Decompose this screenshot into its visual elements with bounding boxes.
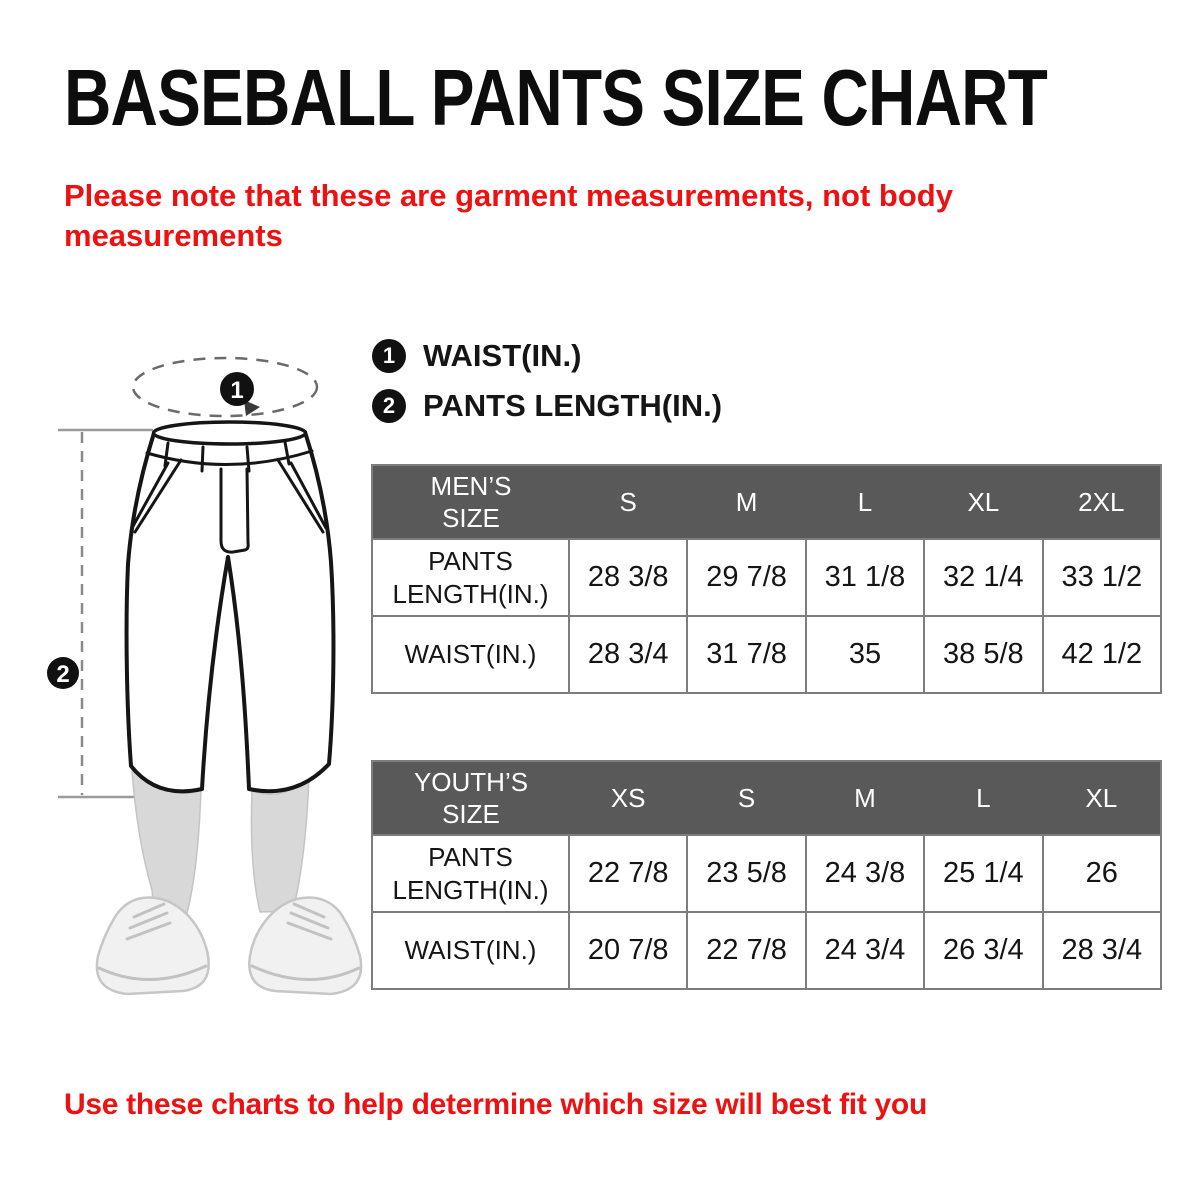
size-col-header: L (924, 761, 1042, 835)
waistband-opening (154, 422, 306, 444)
length-marker-badge: 2 (372, 389, 406, 423)
size-col-header: XL (1043, 761, 1161, 835)
youth-corner-header: YOUTH’S SIZE (372, 761, 569, 835)
waist-marker-badge: 1 (372, 339, 406, 373)
pants-outline (127, 422, 334, 791)
row-label-cell: WAIST(IN.) (372, 616, 569, 693)
size-value-cell: 31 1/8 (806, 539, 924, 616)
garment-measurement-note: Please note that these are garment measurements, not body measurements (64, 178, 953, 253)
size-col-header: S (569, 465, 687, 539)
mens-pants-length-row (372, 539, 1161, 616)
size-value-cell: 28 3/4 (569, 616, 687, 693)
size-col-header: XL (924, 465, 1042, 539)
marker-2-length (47, 657, 79, 689)
size-value-cell: 23 5/8 (687, 835, 805, 912)
size-value-cell: 32 1/4 (924, 539, 1042, 616)
size-value-cell: 28 3/4 (1043, 912, 1161, 989)
mens-corner-header: MEN’S SIZE (372, 465, 569, 539)
size-value-cell: 22 7/8 (687, 912, 805, 989)
size-col-header: L (806, 465, 924, 539)
youth-pants-length-row (372, 835, 1161, 912)
sneakers (97, 898, 361, 994)
size-value-cell: 35 (806, 616, 924, 693)
size-value-cell: 38 5/8 (924, 616, 1042, 693)
youth-waist-row (372, 912, 1161, 989)
measurement-legend (372, 336, 722, 436)
size-value-cell: 24 3/4 (806, 912, 924, 989)
youths-size-table (371, 760, 1162, 990)
size-col-header: M (806, 761, 924, 835)
size-value-cell: 26 (1043, 835, 1161, 912)
size-col-header: S (687, 761, 805, 835)
marker-2-number: 2 (56, 661, 70, 688)
size-value-cell: 25 1/4 (924, 835, 1042, 912)
waist-legend-label: WAIST(IN.) (423, 338, 582, 373)
size-col-header: M (687, 465, 805, 539)
youth-header-row (372, 761, 1161, 835)
mens-header-row (372, 465, 1161, 539)
mens-size-table (371, 464, 1162, 694)
size-value-cell: 26 3/4 (924, 912, 1042, 989)
legend-item-waist (372, 336, 722, 376)
row-label-cell: PANTS LENGTH(IN.) (372, 539, 569, 616)
page-title: BASEBALL PANTS SIZE CHART (64, 53, 1047, 142)
row-label-cell: PANTS LENGTH(IN.) (372, 835, 569, 912)
row-label-cell: WAIST(IN.) (372, 912, 569, 989)
size-value-cell: 22 7/8 (569, 835, 687, 912)
length-legend-label: PANTS LENGTH(IN.) (423, 388, 723, 423)
size-value-cell: 28 3/8 (569, 539, 687, 616)
size-col-header: XS (569, 761, 687, 835)
marker-1-number: 1 (230, 377, 244, 404)
size-value-cell: 24 3/8 (806, 835, 924, 912)
size-value-cell: 20 7/8 (569, 912, 687, 989)
pants-diagram (35, 340, 385, 1010)
legend-item-pants-length (372, 386, 722, 426)
marker-1-waist (220, 372, 254, 406)
footer-note: Use these charts to help determine which size will best fit you (64, 1088, 927, 1121)
size-value-cell: 42 1/2 (1043, 616, 1161, 693)
size-col-header: 2XL (1043, 465, 1161, 539)
mens-waist-row (372, 616, 1161, 693)
size-value-cell: 31 7/8 (687, 616, 805, 693)
size-value-cell: 33 1/2 (1043, 539, 1161, 616)
size-value-cell: 29 7/8 (687, 539, 805, 616)
